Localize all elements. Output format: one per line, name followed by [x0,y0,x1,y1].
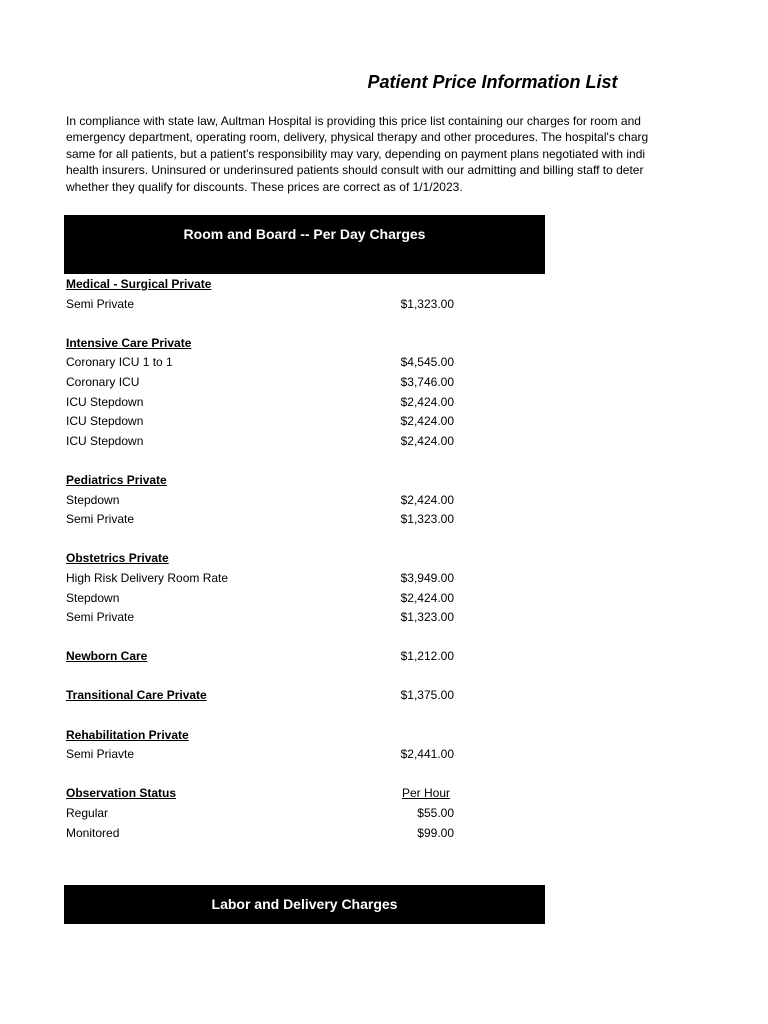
row-spacer [66,451,466,471]
item-label: Coronary ICU 1 to 1 [66,355,173,370]
price-row [66,510,466,530]
price-amount: $2,424.00 [400,433,454,448]
row-spacer [66,314,466,334]
price-amount: $1,323.00 [400,296,454,311]
price-amount: $2,441.00 [400,747,454,762]
row-spacer [66,628,466,648]
item-label: Stepdown [66,590,120,605]
item-label: Semi Private [66,610,135,625]
item-label: ICU Stepdown [66,394,144,409]
category-label: Pediatrics Private [66,472,167,487]
intro-line: health insurers. Uninsured or underinsured patients should consult with our admitting and billing staff to deter [66,163,644,178]
price-amount: $1,212.00 [400,649,454,664]
category-label: Rehabilitation Private [66,727,189,742]
section-header-label: Labor and Delivery Charges [211,896,398,912]
category-label: Transitional Care Private [66,688,207,703]
category-row [66,549,466,569]
item-label: High Risk Delivery Room Rate [66,570,229,585]
price-row [66,745,466,765]
item-label: ICU Stepdown [66,433,144,448]
section-header-labor-delivery [64,885,545,924]
category-row [66,275,466,295]
price-row [66,353,466,373]
price-row [66,393,466,413]
column-header-per-hour: Per Hour [401,786,450,801]
intro-paragraph [66,113,668,195]
price-row [66,804,466,824]
category-row [66,471,466,491]
item-label: Coronary ICU [66,374,140,389]
category-label: Intensive Care Private [66,335,192,350]
item-label: ICU Stepdown [66,414,144,429]
price-row [66,432,466,452]
category-row [66,726,466,746]
row-spacer [66,667,466,687]
category-row [66,686,466,706]
row-spacer [66,530,466,550]
price-row [66,824,466,844]
price-list [66,275,466,843]
intro-line: whether they qualify for discounts. These prices are correct as of 1/1/2023. [66,179,463,194]
item-label: Regular [66,806,109,821]
item-label: Semi Priavte [66,747,135,762]
category-row [66,647,466,667]
price-amount: $2,424.00 [400,492,454,507]
price-row [66,569,466,589]
price-amount: $1,375.00 [400,688,454,703]
category-label: Obstetrics Private [66,551,169,566]
price-amount: $1,323.00 [400,512,454,527]
item-label: Semi Private [66,296,135,311]
row-spacer [66,765,466,785]
price-row [66,608,466,628]
price-amount: $99.00 [417,825,454,840]
page-title: Patient Price Information List [367,72,618,92]
category-row [66,334,466,354]
intro-line: emergency department, operating room, delivery, physical therapy and other procedures. The hospital's charg [66,130,649,145]
category-row [66,784,466,804]
category-label: Medical - Surgical Private [66,277,212,291]
price-amount: $3,746.00 [400,374,454,389]
price-row [66,373,466,393]
row-spacer [66,706,466,726]
price-amount: $1,323.00 [400,610,454,625]
intro-line: same for all patients, but a patient's responsibility may vary, depending on payment plans negotiated with indi [66,146,646,161]
price-amount: $4,545.00 [400,355,454,370]
price-row [66,491,466,511]
price-amount: $2,424.00 [400,394,454,409]
item-label: Stepdown [66,492,120,507]
price-row [66,412,466,432]
price-row [66,295,466,315]
intro-line: In compliance with state law, Aultman Hospital is providing this price list containing our charges for room and [66,114,641,128]
category-label: Observation Status [66,786,177,801]
price-amount: $55.00 [417,806,454,821]
category-label: Newborn Care [66,649,148,664]
item-label: Monitored [66,825,120,840]
price-row [66,589,466,609]
price-amount: $2,424.00 [400,414,454,429]
section-header-room-board [64,215,545,274]
price-amount: $3,949.00 [400,570,454,585]
price-amount: $2,424.00 [400,590,454,605]
item-label: Semi Private [66,512,135,527]
section-header-label: Room and Board -- Per Day Charges [183,226,426,242]
